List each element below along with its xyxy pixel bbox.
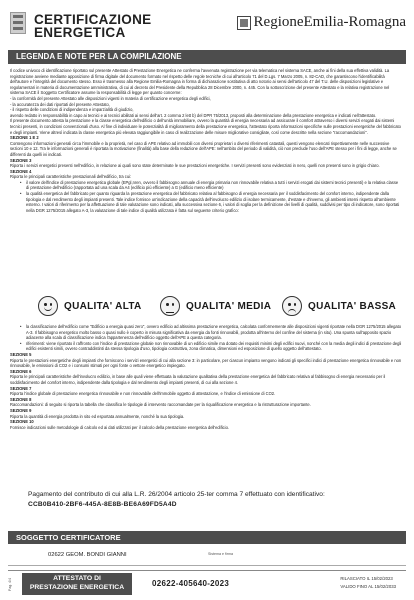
sace-logo-icon (10, 12, 26, 34)
legend-heading: LEGENDA E NOTE PER LA COMPILAZIONE (8, 50, 406, 64)
certifier-name: 02622 GEOM. BONDI GIANNI (48, 552, 127, 558)
ape-title-line-1: ATTESTATO DI (53, 575, 101, 582)
section-text: Contengono informazioni generali circa l'immobile e la proprietà, nel caso di APE relativo ad immobili con diversi proprietari o diversi riferimenti catastali, questi vengono elencati rispettivamente nelle successive sezioni 10 e 12. Tra le informazioni generali è riportata la motivazione (finalità) alla base della redazione dell'APE: nell'ambito del periodo di validità, ciò non preclude l'uso dell'APE stesso per i fini di legge, anche se differenti da quelli ivi indicati. (10, 140, 397, 157)
quality-label: QUALITA' BASSA (308, 300, 397, 312)
page-number: Pag. 4/4 (8, 577, 12, 591)
payment-code: CCB0B410-2BF6-445A-8E8B-BE6A69FD5A4D (28, 501, 177, 508)
issued-date: 15/02/2023 (371, 576, 393, 581)
payment-section (28, 490, 408, 510)
valid-row (340, 583, 396, 591)
section-title: SEZIONE 4 (10, 168, 32, 174)
issued-label: RILASCIATO IL (340, 576, 371, 581)
section-text: Riporta le principali caratteristiche dell'involucro edilizio, in base alle quali viene effettuata la valutazione qualitativa della prestazione energetica del fabbricato relativa al fabbisogno di energia necessario per il soddisfacimento del comfort interno, indipendente dalla tipologia e dal rendimento degli impianti presenti, di cui alla sezione 4. (10, 374, 386, 385)
intro-item: - la accuratezza dei dati riportati del presente Attestato, (10, 101, 110, 107)
valid-label: VALIDO FINO AL (340, 584, 374, 589)
section-title: SEZIONE 6 (10, 368, 32, 374)
payment-text: Pagamento del contributo di cui alla L.R. 26/2004 articolo 25-ter comma 7 effettuato con identificativo: (28, 491, 325, 498)
certifier-heading: SOGGETTO CERTIFICATORE (8, 531, 406, 544)
section-4-list-2 (10, 324, 402, 352)
title-line-1: CERTIFICAZIONE (34, 12, 152, 27)
section-title: SEZIONE 5 (10, 351, 32, 357)
happy-face-icon (38, 296, 58, 316)
document-title (34, 13, 151, 39)
legend-body-continued (10, 324, 402, 430)
certifier-row (8, 546, 406, 566)
sad-face-icon (282, 296, 302, 316)
neutral-face-icon (160, 296, 180, 316)
section-text: Riporta le principali caratteristiche prestazionali dell'edificio, tra cui: (10, 174, 132, 180)
title-line-2: ENERGETICA (34, 25, 126, 40)
quality-high (38, 296, 142, 316)
paragraph: Il presente documento attesta la prestazione e la classe energetica dell'edificio o dell'unità immobiliare, ovvero la quantità di energia necessaria ad assicurare il comfort attraverso i diversi servizi erogati dai sistemi tecnici presenti, in condizioni convenzionali d'uso. Al fine di individuare le potenzialità di miglioramento della prestazione energetica, l'attestato riporta informazioni specifiche sulle prestazioni energetiche del fabbricato e degli impianti. Viene altresì indicata la classe energetica più elevata raggiungibile in caso di realizzazione delle misure migliorative consigliate, così come descritte nella sezione "raccomandazioni". (10, 118, 401, 135)
region-emblem-icon (237, 16, 251, 30)
quality-scale (20, 296, 400, 318)
section-title: SEZIONE 8 (10, 396, 32, 402)
section-title: SEZIONE 9 (10, 407, 32, 413)
ape-code: 02622-405640-2023 (152, 579, 230, 588)
list-item: • la classificazione dell'edificio come "Edificio a energia quasi zero", ovvero edificio ad altissima prestazione energetica, calcolata conformemente alle disposizioni vigenti riportate nella DGR 1275/2015 allegato A-3. Il fabbisogno energetico molto basso o quasi nullo è coperto in misura significativa da energia da fonti rinnovabili, prodotta all'interno del confine del sistema (in situ). Una spunta sull'apposito spazio adiacente alla scala di classificazione indica l'appartenenza dell'edificio oggetto dell'APE a questa categoria. (26, 324, 402, 341)
valid-date: 15/02/2033 (374, 584, 396, 589)
page-footer (8, 570, 406, 596)
section-title: SEZIONE 10 (10, 419, 34, 425)
section-text: Fornisce indicazioni sulle metodologie di calcolo ed ai dati utilizzati per il calcolo della prestazione energetica dell'edificio. (10, 424, 230, 430)
section-4-list (10, 180, 402, 214)
list-item: • riferimenti: viene riportato il raffronto con l'indice di prestazione globale non rinnovabile di un edificio simile ma dotato dei requisiti minimi degli edifici nuovi, nonché con la media degli indici di prestazione degli edifici esistenti simili, ovvero contraddistinti da stessa tipologia d'uso, tipologia costruttiva, zona climatica, dimensioni ed esposizione di quello oggetto dell'attestato. (26, 341, 402, 352)
list-item: • la qualità energetica del fabbricato per quanto riguarda la prestazione energetica del fabbricato relativa al fabbisogno di energia necessaria per il soddisfacimento del comfort interno, indipendente dalla tipologia e dal rendimento degli impianti presenti. Tale indice fornisce un'indicazione della capacità dell'involucro edilizio di isolare termicamente, d'estate e d'inverno, gli ambienti interni rispetto all'ambiente esterno. I valori di riferimento per la affettuazione di tale valutazione sono indicati, alla successiva sezione 6, i valori di soglia per la definizione dei livelli di qualità, suddivisi per tipo di indicatore, sono riportati nella DGR 1275/2015 allegato A-3, la valutazione di tale indice di qualità utilizzata è fatta sul seguente criterio grafico: (26, 191, 402, 213)
validity-dates (340, 575, 396, 591)
intro-item: - la conformità del presente Attestato alle disposizioni vigenti in materia di certificazione energetica degli edifici, (10, 95, 211, 101)
intro-item: - il rispetto delle condizioni di indipendenza e imparzialità di giudizio, (10, 107, 134, 113)
quality-label: QUALITA' ALTA (64, 300, 142, 312)
section-title: SEZIONE 7 (10, 385, 32, 391)
region-logo (237, 14, 406, 31)
legend-body (10, 68, 402, 213)
quality-low (282, 296, 396, 316)
ape-title-box (22, 573, 132, 595)
list-item: • il valore dell'indice di prestazione energetica globale (EPgl,nren, ovvero il fabbisogno annuale di energia primaria non rinnovabile relativa a tutti i servizi erogati dai sistemi tecnici presenti) e la relativa classe di prestazione dell'edificio (rapportata ad una scala da A4 (edificio più efficiente) a G (edificio meno efficiente) (26, 180, 402, 191)
paragraph: avendo redatto in responsabilità in capo ai tecnici e ai tecnici abilitati ai sensi dell'art. 2 comma 2 lett b) del DPR 75/2013, proposti alla determinazione della prestazione energetica e indicati nell'attestato. (10, 112, 377, 118)
ape-title-line-2: PRESTAZIONE ENERGETICA (29, 583, 125, 591)
section-title: SEZIONE 3 (10, 157, 32, 163)
section-text: Riporta i servizi energetici presenti nell'edificio, in relazione ai quali sono state determinate le sue prestazioni energetiche. I servizi presenti sono evidenziati in nero, quelli non presenti sono in grigio chiaro. (10, 163, 380, 169)
signature-label: Sistema e firma (208, 552, 233, 556)
quality-medium (160, 296, 271, 316)
section-text: Riporta la quantità di energia prodotta in sito ed esportata annualmente, nonché la sua tipologia. (10, 413, 185, 419)
intro-paragraph: Il codice univoco di identificazione riportato sul presente Attestato di Prestazione Energetica ne conferma l'avvenuta registrazione per via telematica nel sistema SACE, anche ai fini della sua effettiva validità. La registrazione avviene mediante apposizione di firma digitale del documento formato nel rispetto delle regole tecniche di cui all'articolo 71 del D.Lgs. 7 Marzo 2005, n. 82-CAD, che garantiscono l'identificabilità dell'autore e l'integrità del documento stesso. Esso è trasmesso alla Regione Emilia-Romagna in forma di dichiarazione sostitutiva di atto notorio ai sensi dell'articolo 47 del T.U. delle disposizioni legislative e regolamentari in materia di documentazione amministrativa, di cui al decreto del Presidente della Repubblica 28 Dicembre 2000, n. 445. Con la sottoscrizione del presente Attestato e la relativa registrazione nel sistema SACE il Soggetto Certificatore assume la responsabilità di legge per quanto concerne: (10, 68, 390, 96)
section-text: Raccomandazioni: di seguito si riporta la tabella che classifica le tipologie di intervento raccomandate per la riqualificazione energetica e la ristrutturazione importante. (10, 402, 311, 408)
region-logo-text: RegioneEmilia-Romagna (253, 14, 406, 30)
section-text: Riporta l'indice globale di prestazione energetica rinnovabile e non rinnovabile dell'immobile oggetto di attestazione, e l'indice di emissione di CO2. (10, 391, 276, 397)
issued-row (340, 575, 396, 583)
section-title: SEZIONE 1 E 2 (10, 135, 39, 141)
section-text: Riporta le prestazioni energetiche degli impianti che forniscono i servizi energetici di cui alla sezione 3: in particolare, per ciascun impianto vengono indicati gli specifici indici di prestazione energetica rinnovabile e non rinnovabile, le emissioni di CO2 e i consumi stimati per ogni fonte o vettore energetico impiegato. (10, 357, 402, 369)
quality-label: QUALITA' MEDIA (186, 300, 272, 312)
page-header (6, 8, 408, 52)
